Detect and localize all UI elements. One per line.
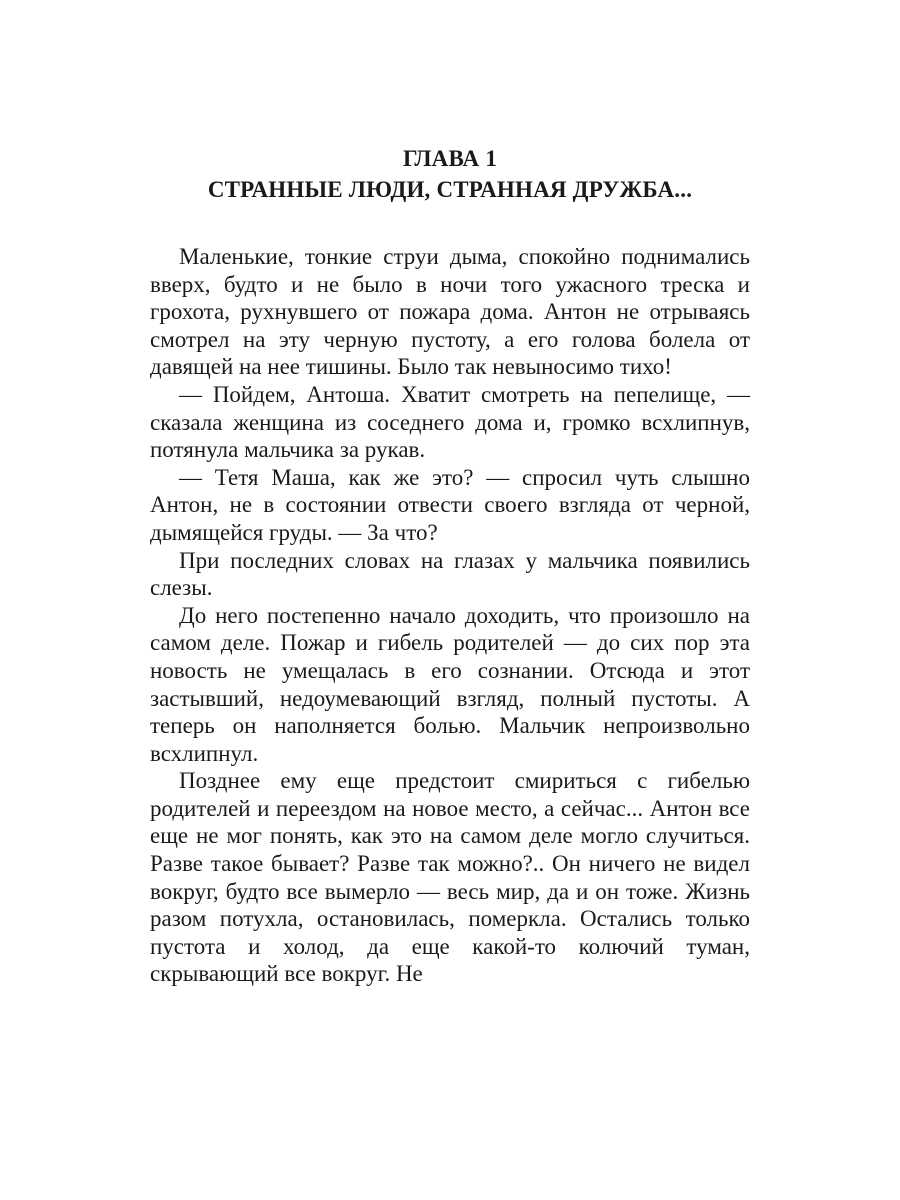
paragraph: — Тетя Маша, как же это? — спросил чуть слышно Антон, не в состоянии отвести своего взгляда от черной, дымящейся груды. — За что?	[150, 464, 750, 545]
book-page	[150, 143, 750, 988]
chapter-body	[150, 243, 750, 988]
paragraph: До него постепенно начало доходить, что произошло на самом деле. Пожар и гибель родителей — до сих пор эта новость не умещалась в его сознании. Отсюда и этот застывший, недоумевающий взгляд, полный пустоты. А теперь он наполняется болью. Мальчик непроизвольно всхлипнул.	[150, 602, 750, 766]
paragraph: При последних словах на глазах у мальчика появились слезы.	[150, 547, 750, 601]
paragraph: Позднее ему еще предстоит смириться с гибелью родителей и переездом на новое место, а сейчас... Антон все еще не мог понять, как это на самом деле могло случиться. Разве такое бывает? Разве так можно?.. Он ничего не видел вокруг, будто все вымерло — весь мир, да и он тоже. Жизнь разом потухла, остановилась, померкла. Остались только пустота и холод, да еще какой-то колючий туман, скрывающий все вокруг. Не	[150, 768, 750, 987]
chapter-heading	[150, 143, 750, 205]
chapter-title: СТРАННЫЕ ЛЮДИ, СТРАННАЯ ДРУЖБА...	[207, 177, 693, 202]
paragraph: Маленькие, тонкие струи дыма, спокойно поднимались вверх, будто и не было в ночи того ужасного треска и грохота, рухнувшего от пожара дома. Антон не отрываясь смотрел на эту черную пустоту, а его голова болела от давящей на нее тишины. Было так невыносимо тихо!	[150, 244, 750, 380]
chapter-number: ГЛАВА 1	[402, 146, 498, 171]
paragraph: — Пойдем, Антоша. Хватит смотреть на пепелище, — сказала женщина из соседнего дома и, громко всхлипнув, потянула мальчика за рукав.	[150, 381, 750, 463]
